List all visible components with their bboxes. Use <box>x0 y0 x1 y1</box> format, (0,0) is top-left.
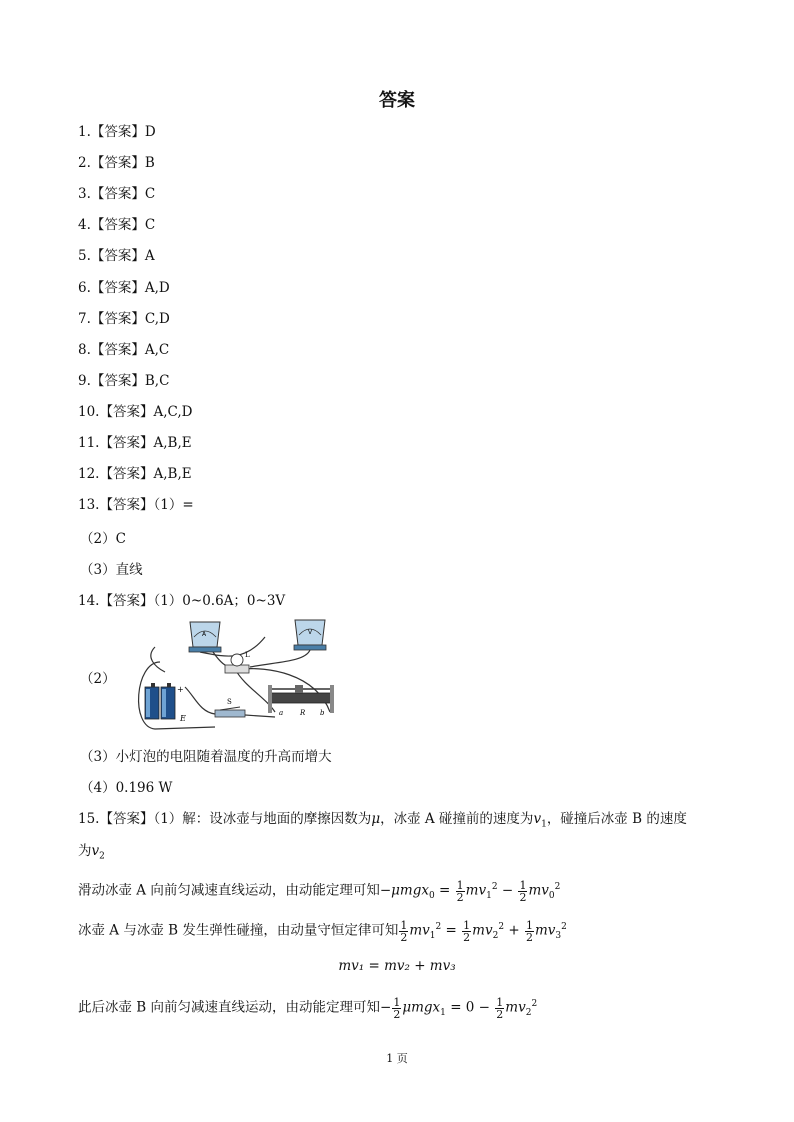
answer-line: 13.【答案】（1）= <box>78 497 194 514</box>
answer-line: 1.【答案】D <box>78 124 156 140</box>
switch-label: S <box>227 698 232 706</box>
rheostat-r: R <box>300 709 306 717</box>
battery-icon <box>145 683 186 723</box>
q15-momentum-eq: mv₁ = mv₂ + mv₃ <box>338 958 456 974</box>
answer-line: 6.【答案】A,D <box>78 279 170 296</box>
rheostat-icon <box>268 685 334 717</box>
answer-line: 8.【答案】A,C <box>78 341 170 358</box>
ammeter-label: A <box>202 631 207 638</box>
answer-line: 11.【答案】A,B,E <box>78 435 192 451</box>
voltmeter-label: V <box>308 629 313 636</box>
q15-line6: 此后冰壶 B 向前匀减速直线运动，由动能定理可知− $\frac{1}{2}$ μmgx$_1$ = 0 − $\frac{1}{2}$ $mv_2^2$ <box>78 995 538 1021</box>
answer-line: 4.【答案】C <box>78 217 156 234</box>
answer-line: 9.【答案】B,C <box>78 372 170 389</box>
page-title: 答案 <box>379 90 415 111</box>
battery-label: E <box>180 714 186 723</box>
page-number: 1 页 <box>386 1052 408 1065</box>
q15-line2: 为$v_2$ <box>78 843 105 862</box>
q14-part4: （4）0.196 W <box>80 780 173 796</box>
q14-part3: （3）小灯泡的电阻随着温度的升高而增大 <box>80 749 332 765</box>
answer-line: 7.【答案】C,D <box>78 310 170 327</box>
q15-line4: 冰壶 A 与冰壶 B 发生弹性碰撞，由动量守恒定律可知 $\frac{1}{2}$ $mv_1^2$ = $\frac{1}{2}$ $mv_2^2$ + $\frac{1}{2}$ $mv_3^2$ <box>78 918 567 944</box>
rheostat-b: b <box>320 709 325 717</box>
q14-part2-label: （2） <box>80 671 116 687</box>
q14-answer: 14.【答案】（1）0~0.6A；0~3V <box>78 593 286 609</box>
answer-line: 10.【答案】A,C,D <box>78 403 193 420</box>
lamp-label: L <box>245 651 250 659</box>
q15-line3: 滑动冰壶 A 向前匀减速直线运动，由动能定理可知−μmgx$_0$ = $\frac{1}{2}$ $mv_1^2$ − $\frac{1}{2}$ $mv_0^2$ <box>78 878 561 904</box>
voltmeter-icon <box>294 620 326 650</box>
answer-line: 2.【答案】B <box>78 155 155 172</box>
answer-line: 12.【答案】A,B,E <box>78 466 192 483</box>
q13-part2: （2）C <box>80 531 126 547</box>
answer-line: 3.【答案】C <box>78 186 156 203</box>
circuit-diagram <box>125 617 340 737</box>
ammeter-icon <box>189 622 221 652</box>
answer-line: 5.【答案】A <box>78 248 155 265</box>
rheostat-a: a <box>279 709 284 717</box>
switch-icon <box>215 698 245 717</box>
q13-part3: （3）直线 <box>80 562 143 578</box>
lamp-icon <box>225 651 250 673</box>
q15-line1: 15.【答案】（1）解：设冰壶与地面的摩擦因数为μ，冰壶 A 碰撞前的速度为$v_1$，碰撞后冰壶 B 的速度 <box>78 811 687 830</box>
battery-plus: + <box>177 685 184 694</box>
